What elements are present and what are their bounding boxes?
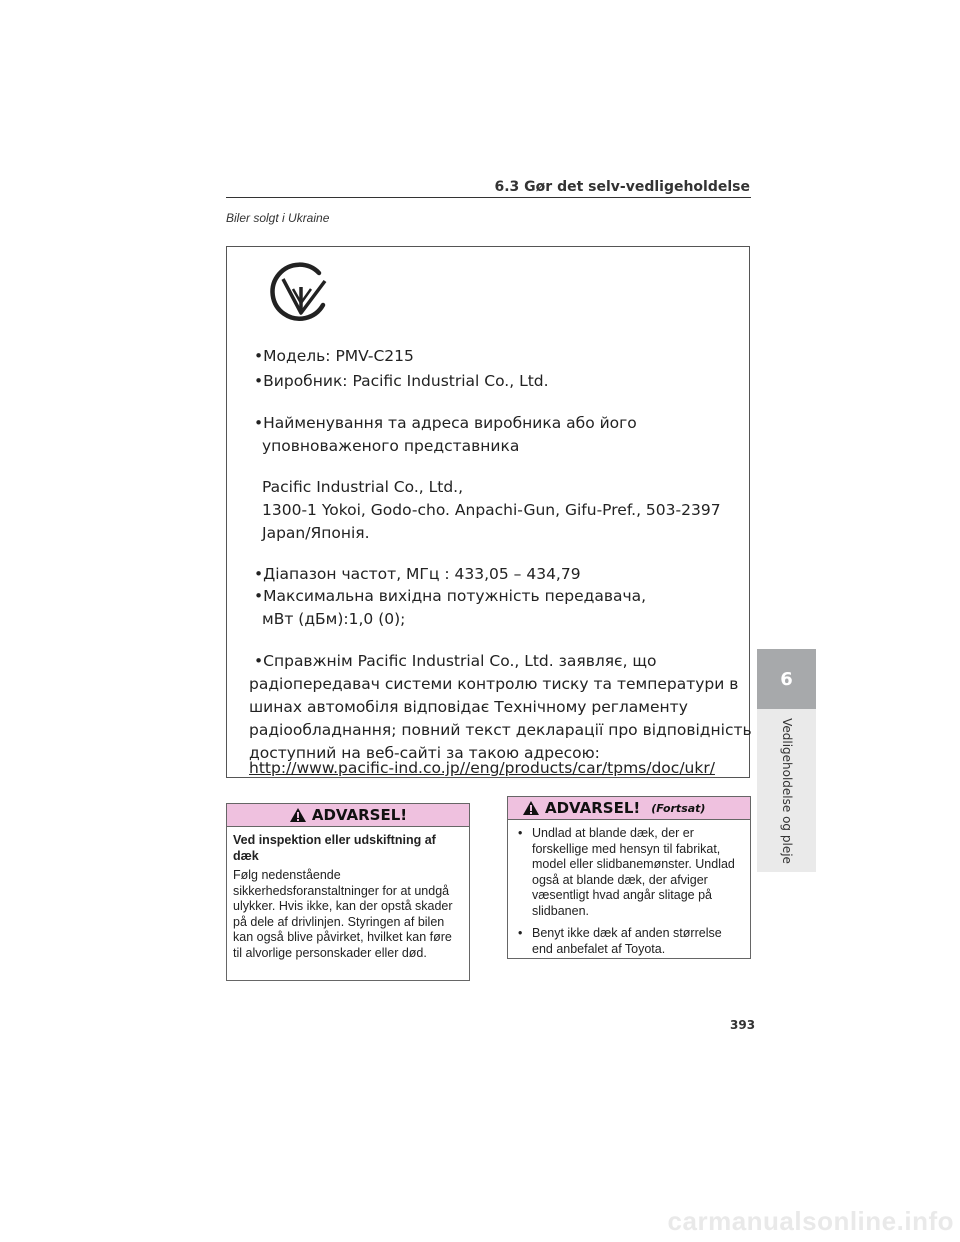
watermark: carmanualsonline.info xyxy=(667,1206,954,1236)
cert-line-model: •Модель: PMV-C215 xyxy=(254,347,414,365)
warning-header xyxy=(227,804,469,827)
warning-box-left xyxy=(226,803,470,981)
cert-url-link[interactable]: http://www.pacific-ind.co.jp//eng/products/car/tpms/doc/ukr/ xyxy=(249,759,715,777)
cert-line-company: Pacific Industrial Co., Ltd., xyxy=(262,478,464,496)
chapter-number: 6 xyxy=(780,668,793,690)
section-title: 6.3 Gør det selv-vedligeholdelse xyxy=(494,179,750,195)
cert-line-frequency: •Діапазон частот, МГц : 433,05 – 434,79 xyxy=(254,565,581,583)
warning-continued-label: (Fortsat) xyxy=(651,801,706,815)
header-divider xyxy=(226,197,751,198)
chapter-label: Vedligeholdelse og pleje xyxy=(779,717,794,864)
cert-line-declaration: •Справжнім Pacific Industrial Co., Ltd. заявляє, що xyxy=(254,652,657,670)
cert-line-country: Japan/Японія. xyxy=(262,524,370,542)
warning-subtitle: Ved inspektion eller udskiftning af dæk xyxy=(233,833,436,863)
cert-line-power-value: мВт (дБм):1,0 (0); xyxy=(262,610,406,628)
page-number: 393 xyxy=(730,1018,756,1032)
ukraine-certificate xyxy=(226,246,750,778)
warning-triangle-icon xyxy=(289,807,307,823)
cert-line-declaration-2: радіопередавач системи контролю тиску та температури в xyxy=(249,675,739,693)
warning-triangle-icon xyxy=(522,800,540,816)
cert-line-power: •Максимальна вихідна потужність передавача, xyxy=(254,587,647,605)
list-item: • Benyt ikke dæk af anden størrelse end anbefalet af Toyota. xyxy=(514,926,744,957)
warning-box-right xyxy=(507,796,751,959)
cert-line-address: 1300-1 Yokoi, Godo-cho. Anpachi-Gun, Gifu-Pref., 503-2397 xyxy=(262,501,721,519)
cert-line-manufacturer: •Виробник: Pacific Industrial Co., Ltd. xyxy=(254,372,549,390)
ukraine-conformity-mark-icon xyxy=(267,259,335,327)
warning-header-continued xyxy=(508,797,750,820)
warning-title: ADVARSEL! xyxy=(311,806,408,824)
section-note: Biler solgt i Ukraine xyxy=(226,211,330,225)
chapter-side-strip xyxy=(757,709,816,872)
warning-text: Følg nedenstående sikkerhedsforanstaltninger for at undgå ulykker. Hvis ikke, kan der opstå skader på dele af drivlinjen. Styringen af bilen kan også blive påvirket, hvilket kan føre til alvorlige personskader eller død. xyxy=(233,868,453,960)
cert-line-representative-cont: уповноваженого представника xyxy=(262,437,520,455)
warning-title: ADVARSEL! xyxy=(545,799,641,817)
cert-line-declaration-5: доступний на веб-сайті за такою адресою: xyxy=(249,744,600,762)
list-item: • Undlad at blande dæk, der er forskellige med hensyn til fabrikat, model eller slidbanemønster. Undlad også at blande dæk, der afviger væsentligt hvad angår slitage på slidbanen. xyxy=(514,826,744,919)
cert-line-declaration-4: радіообладнання; повний текст декларації про відповідність xyxy=(249,721,752,739)
cert-line-representative: •Найменування та адреса виробника або його xyxy=(254,414,637,432)
chapter-tab xyxy=(757,649,816,709)
cert-line-declaration-3: шинах автомобіля відповідає Технічному регламенту xyxy=(249,698,688,716)
